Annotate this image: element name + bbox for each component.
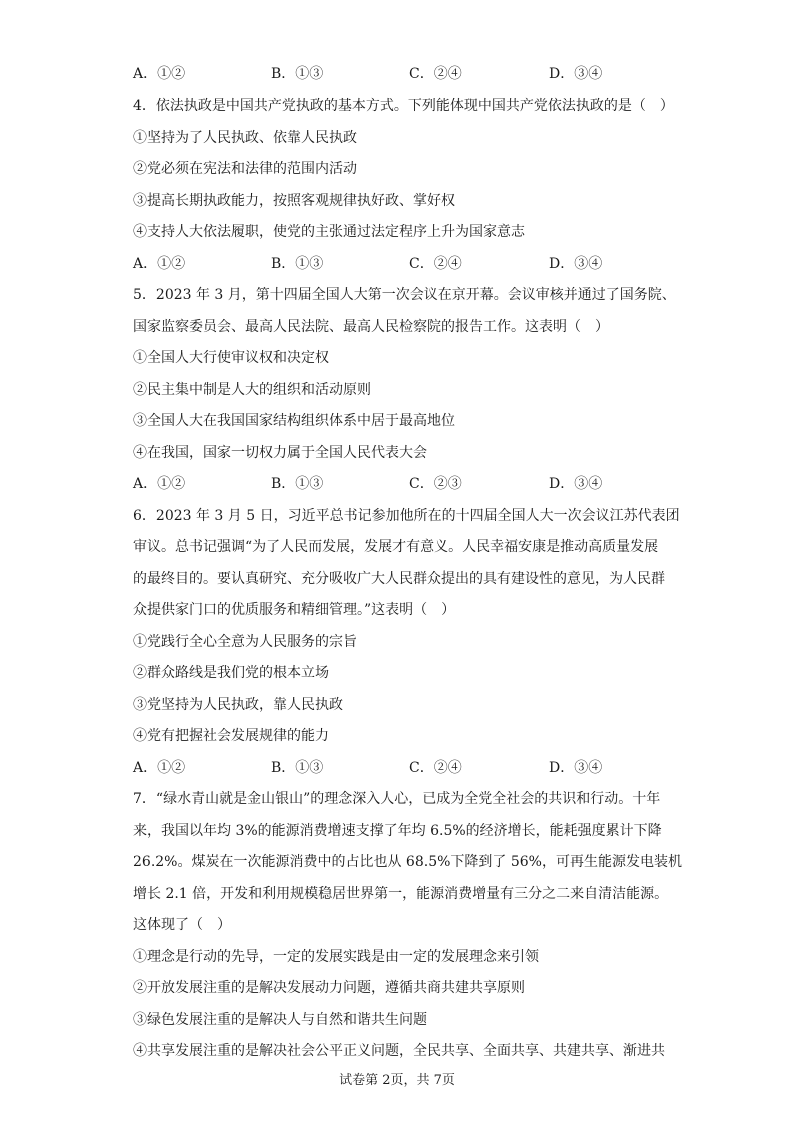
q6-option-c[interactable]: C．②④ (409, 760, 462, 776)
q5-stem-line-2: 国家监察委员会、最高人民法院、最高人民检察院的报告工作。这表明（ ） (133, 319, 609, 335)
q6-stem-line-3: 的最终目的。要认真研究、充分吸收广大人民群众提出的具有建设性的意见，为人民群 (133, 571, 665, 587)
q5-item-2: ②民主集中制是人大的组织和活动原则 (133, 382, 371, 398)
q6-stem-line-2: 审议。总书记强调“为了人民而发展，发展才有意义。人民幸福安康是推动高质量发展 (133, 539, 659, 555)
q3-option-a[interactable]: A．①② (133, 66, 186, 82)
q3-option-c[interactable]: C．②④ (409, 66, 462, 82)
q7-stem-line-2: 来，我国以年均 3%的能源消费增速支撑了年均 6.5%的经济增长，能耗强度累计下降 (133, 823, 662, 839)
q4-item-1: ①坚持为了人民执政、依靠人民执政 (133, 130, 357, 146)
q7-stem-line-1: 7．“绿水青山就是金山银山”的理念深入人心，已成为全党全社会的共识和行动。十年 (133, 791, 661, 807)
q4-option-d[interactable]: D．③④ (549, 256, 603, 272)
q6-item-3: ③党坚持为人民执政，靠人民执政 (133, 697, 343, 713)
q5-option-d[interactable]: D．③④ (549, 476, 603, 492)
q5-options (133, 474, 693, 494)
q5-item-3: ③全国人大在我国国家结构组织体系中居于最高地位 (133, 413, 455, 429)
q5-item-4: ④在我国，国家一切权力属于全国人民代表大会 (133, 445, 427, 461)
page-footer: 试卷第 2页，共 7页 (339, 1073, 455, 1088)
q4-option-c[interactable]: C．②④ (409, 256, 462, 272)
q4-options (133, 254, 693, 274)
q7-item-4: ④共享发展注重的是解决社会公平正义问题，全民共享、全面共享、共建共享、渐进共 (133, 1043, 665, 1059)
q6-stem-line-1: 6．2023 年 3 月 5 日，习近平总书记参加他所在的十四届全国人大一次会议江苏代表团 (133, 508, 680, 524)
q7-item-1: ①理念是行动的先导，一定的发展实践是由一定的发展理念来引领 (133, 949, 539, 965)
q6-item-1: ①党践行全心全意为人民服务的宗旨 (133, 634, 357, 650)
q4-item-3: ③提高长期执政能力，按照客观规律执好政、掌好权 (133, 193, 455, 209)
q4-option-b[interactable]: B．①③ (271, 256, 324, 272)
q5-option-c[interactable]: C．②③ (409, 476, 462, 492)
q3-option-d[interactable]: D．③④ (549, 66, 603, 82)
q7-item-3: ③绿色发展注重的是解决人与自然和谐共生问题 (133, 1012, 427, 1028)
q3-options (133, 64, 693, 84)
q6-stem-line-4: 众提供家门口的优质服务和精细管理。”这表明（ ） (133, 602, 456, 618)
q6-item-4: ④党有把握社会发展规律的能力 (133, 728, 329, 744)
q7-stem-line-4: 增长 2.1 倍，开发和利用规模稳居世界第一，能源消费增量有三分之二来自清洁能源。 (133, 886, 669, 902)
q7-stem-line-3: 26.2%。煤炭在一次能源消费中的占比也从 68.5%下降到了 56%，可再生能源发电装机 (133, 854, 682, 870)
q6-option-b[interactable]: B．①③ (271, 760, 324, 776)
q5-item-1: ①全国人大行使审议权和决定权 (133, 350, 329, 366)
q4-stem: 4．依法执政是中国共产党执政的基本方式。下列能体现中国共产党依法执政的是（ ） (133, 98, 674, 114)
q4-option-a[interactable]: A．①② (133, 256, 186, 272)
q7-stem-line-5: 这体现了（ ） (133, 917, 231, 933)
q6-option-a[interactable]: A．①② (133, 760, 186, 776)
q6-options (133, 758, 693, 778)
q5-option-a[interactable]: A．①② (133, 476, 186, 492)
q5-option-b[interactable]: B．①③ (271, 476, 324, 492)
q3-option-b[interactable]: B．①③ (271, 66, 324, 82)
q5-stem-line-1: 5．2023 年 3 月，第十四届全国人大第一次会议在京开幕。会议审核并通过了国务院、 (133, 287, 676, 303)
q6-option-d[interactable]: D．③④ (549, 760, 603, 776)
q7-item-2: ②开放发展注重的是解决发展动力问题，遵循共商共建共享原则 (133, 980, 525, 996)
q4-item-2: ②党必须在宪法和法律的范围内活动 (133, 161, 357, 177)
q6-item-2: ②群众路线是我们党的根本立场 (133, 665, 329, 681)
q4-item-4: ④支持人大依法履职，使党的主张通过法定程序上升为国家意志 (133, 224, 525, 240)
